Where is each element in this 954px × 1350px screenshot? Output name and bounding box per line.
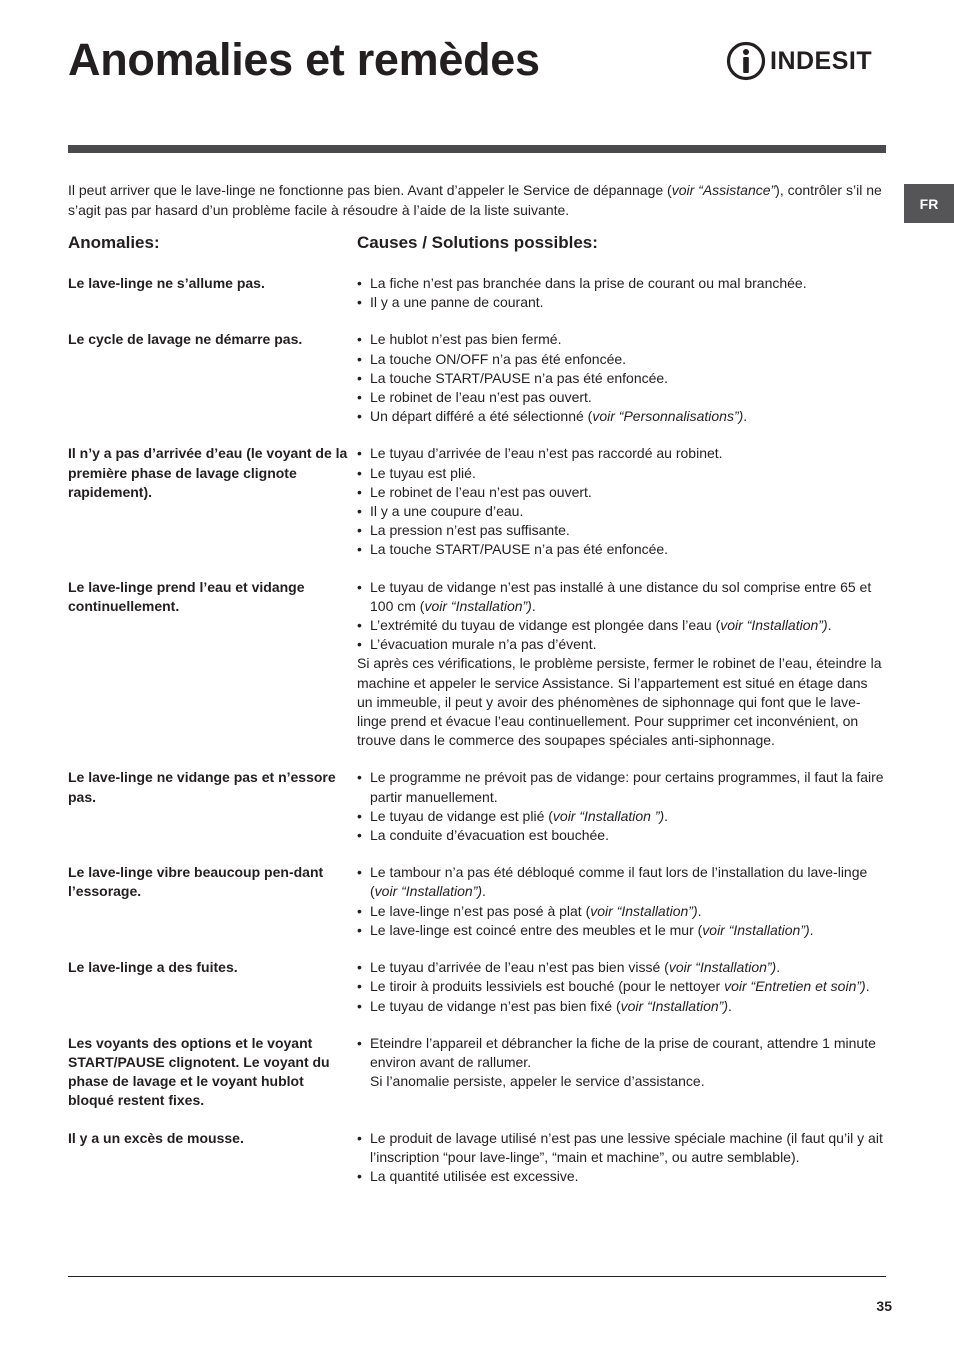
table-row: [68, 444, 886, 559]
table-row: [68, 578, 886, 751]
list-item: [357, 616, 886, 635]
cause-text: Le tuyau est plié.: [370, 464, 476, 481]
cause-text-end: .: [809, 921, 814, 938]
cause-text: L’extrémité du tuyau de vidange est plongée dans l’eau (: [370, 617, 721, 634]
brand-logo: [726, 41, 888, 81]
list-item: [357, 464, 886, 483]
cause-reference: voir “Installation”): [620, 997, 728, 1014]
anomaly-label: Il n’y a pas d’arrivée d’eau (le voyant de la première phase de lavage clignote rapidement).: [68, 445, 348, 500]
cause-reference: voir “Personnalisations”): [592, 408, 744, 425]
causes-list: [357, 958, 886, 1016]
cause-reference: voir “Installation”): [424, 597, 532, 614]
anomaly-label: Le lave-linge ne vidange pas et n’essore pas.: [68, 769, 336, 805]
page-number: 35: [876, 1298, 892, 1314]
table-row: [68, 863, 886, 940]
list-item: [357, 958, 886, 977]
cause-text-end: .: [827, 617, 832, 634]
cause-text: Le programme ne prévoit pas de vidange: pour certains programmes, il faut la faire partir manuellement.: [370, 769, 884, 805]
cause-reference: voir “Entretien et soin”): [724, 978, 866, 995]
cause-text: Le tuyau d’arrivée de l’eau n’est pas raccordé au robinet.: [370, 445, 723, 462]
anomaly-label: Le lave-linge prend l’eau et vidange continuellement.: [68, 578, 305, 614]
list-item: [357, 768, 886, 806]
causes-list: [357, 330, 886, 426]
causes-list: [357, 768, 886, 845]
cause-reference: voir “Installation”): [702, 921, 810, 938]
list-item: [357, 863, 886, 901]
table-row: [68, 330, 886, 426]
cause-text-end: .: [865, 978, 870, 995]
list-item: [357, 483, 886, 502]
list-item: [357, 502, 886, 521]
indesit-info-icon: [726, 41, 766, 81]
intro-text-start: Il peut arriver que le lave-linge ne fonctionne pas bien. Avant d’appeler le Service de dépannage (: [68, 182, 672, 198]
cause-text-end: .: [664, 807, 669, 824]
anomaly-label: Les voyants des options et le voyant START/PAUSE clignotent. Le voyant du phase de lavage et le voyant hublot bloqué restent fixes.: [68, 1034, 330, 1109]
list-item: [357, 369, 886, 388]
list-item: [357, 578, 886, 616]
list-item: [357, 997, 886, 1016]
cause-text: Il y a une panne de courant.: [370, 294, 544, 311]
cause-text: Le lave-linge est coincé entre des meubles et le mur (: [370, 921, 703, 938]
anomaly-label: Le cycle de lavage ne démarre pas.: [68, 331, 303, 348]
intro-paragraph: [68, 180, 886, 220]
cause-reference: voir “Installation”): [374, 883, 483, 900]
intro-reference: voir “Assistance”: [671, 182, 776, 198]
cause-text: Le tuyau d’arrivée de l’eau n’est pas bien vissé (: [370, 959, 669, 976]
list-item: [357, 330, 886, 349]
cause-text: La quantité utilisée est excessive.: [370, 1167, 579, 1184]
cause-note: Si après ces vérifications, le problème persiste, fermer le robinet de l’eau, éteindre la machine et appeler le service Assistance. Si l’appartement est situé en étage dans un immeuble, il peut y avoir des phénomènes de siphonnage qui font que le lave-linge prend et évacue l’eau continuellement. Pour supprimer cet inconvénient, on trouve dans le commerce des soupapes spéciales anti-siphonnage.: [357, 655, 882, 749]
causes-cell: [357, 958, 886, 1016]
anomaly-label: Le lave-linge ne s’allume pas.: [68, 275, 265, 291]
causes-cell: [357, 1129, 886, 1187]
cause-text: La conduite d’évacuation est bouchée.: [370, 827, 609, 844]
list-item: [357, 388, 886, 407]
cause-reference: voir “Installation”): [668, 959, 777, 976]
cause-text-end: .: [743, 408, 748, 425]
causes-list: [357, 863, 886, 940]
list-item: [357, 1034, 886, 1092]
causes-cell: [357, 444, 886, 559]
brand-name: INDESIT: [770, 46, 873, 75]
cause-text: Le robinet de l’eau n’est pas ouvert.: [370, 483, 592, 500]
causes-heading: Causes / Solutions possibles:: [357, 233, 598, 252]
list-item: [357, 444, 886, 463]
cause-text: L’évacuation murale n’a pas d’évent.: [370, 636, 597, 653]
causes-cell: [357, 863, 886, 940]
causes-list: [357, 1129, 886, 1187]
table-row: [68, 1034, 886, 1111]
cause-text: La pression n’est pas suffisante.: [370, 522, 570, 539]
cause-text: Eteindre l’appareil et débrancher la fiche de la prise de courant, attendre 1 minute environ avant de rallumer. Si l’anomalie persiste, appeler le service d’assistance.: [370, 1034, 876, 1090]
list-item: [357, 635, 886, 654]
list-item: [357, 350, 886, 369]
causes-cell: [357, 274, 886, 312]
table-row: [68, 1129, 886, 1187]
header-divider: [68, 145, 886, 153]
cause-text: Le lave-linge n’est pas posé à plat (: [370, 902, 591, 919]
anomaly-label: Le lave-linge vibre beaucoup pen-dant l’essorage.: [68, 864, 324, 900]
cause-text: Le produit de lavage utilisé n’est pas une lessive spéciale machine (il faut qu’il y ait l’inscription “pour lave-linge”, “main et machine”, ou autre semblable).: [370, 1129, 883, 1165]
cause-reference: voir “Installation”): [590, 902, 698, 919]
list-item: [357, 1129, 886, 1167]
causes-cell: [357, 330, 886, 426]
list-item: [357, 293, 886, 312]
causes-cell: [357, 578, 886, 751]
list-item: [357, 826, 886, 845]
causes-cell: [357, 768, 886, 845]
list-item: [357, 521, 886, 540]
cause-reference: voir “Installation ”): [552, 807, 665, 824]
cause-text-end: .: [531, 597, 536, 614]
troubleshooting-table: [68, 274, 886, 1204]
list-item: [357, 977, 886, 996]
cause-text: La touche ON/OFF n’a pas été enfoncée.: [370, 350, 627, 367]
cause-text: La touche START/PAUSE n’a pas été enfoncée.: [370, 541, 669, 558]
language-tab: FR: [904, 184, 954, 223]
cause-text: Le tuyau de vidange n’est pas bien fixé (: [370, 997, 621, 1014]
cause-text: Le robinet de l’eau n’est pas ouvert.: [370, 389, 592, 406]
footer-divider: [68, 1276, 886, 1277]
list-item: [357, 1167, 886, 1186]
table-row: [68, 768, 886, 845]
causes-list: [357, 578, 886, 655]
table-row: [68, 274, 886, 312]
cause-text: Le hublot n’est pas bien fermé.: [370, 331, 562, 348]
anomaly-label: Le lave-linge a des fuites.: [68, 959, 238, 976]
cause-text: Un départ différé a été sélectionné (: [370, 408, 593, 425]
cause-text-end: .: [776, 959, 781, 976]
intro-text-end: ), contrôler s’il ne s’agit pas par hasard d’un problème facile à résoudre à l’aide de la liste suivante.: [68, 182, 882, 218]
list-item: [357, 807, 886, 826]
causes-list: [357, 274, 886, 312]
cause-text-end: .: [482, 883, 486, 900]
cause-text-end: .: [697, 902, 702, 919]
page-title: Anomalies et remèdes: [68, 34, 540, 85]
list-item: [357, 274, 886, 293]
cause-reference: voir “Installation”): [720, 617, 828, 634]
cause-text: Le tiroir à produits lessiviels est bouché (pour le nettoyer: [370, 978, 725, 995]
list-item: [357, 921, 886, 940]
list-item: [357, 540, 886, 559]
cause-text: Le tambour n’a pas été débloqué comme il faut lors de l’installation du lave-linge (: [370, 864, 868, 900]
cause-text: Il y a une coupure d’eau.: [370, 503, 524, 520]
cause-text: La touche START/PAUSE n’a pas été enfoncée.: [370, 369, 669, 386]
cause-text: Le tuyau de vidange est plié (: [370, 807, 553, 824]
list-item: [357, 407, 886, 426]
cause-text: Le tuyau de vidange n’est pas installé à une distance du sol comprise entre 65 et 100 cm (: [370, 578, 872, 614]
causes-list: [357, 1034, 886, 1092]
anomalies-heading: Anomalies:: [68, 233, 160, 252]
causes-list: [357, 444, 886, 559]
table-row: [68, 958, 886, 1016]
anomaly-label: Il y a un excès de mousse.: [68, 1129, 244, 1146]
causes-cell: [357, 1034, 886, 1111]
cause-text-end: .: [728, 997, 732, 1014]
list-item: [357, 902, 886, 921]
cause-text: La fiche n’est pas branchée dans la prise de courant ou mal branchée.: [370, 275, 807, 291]
